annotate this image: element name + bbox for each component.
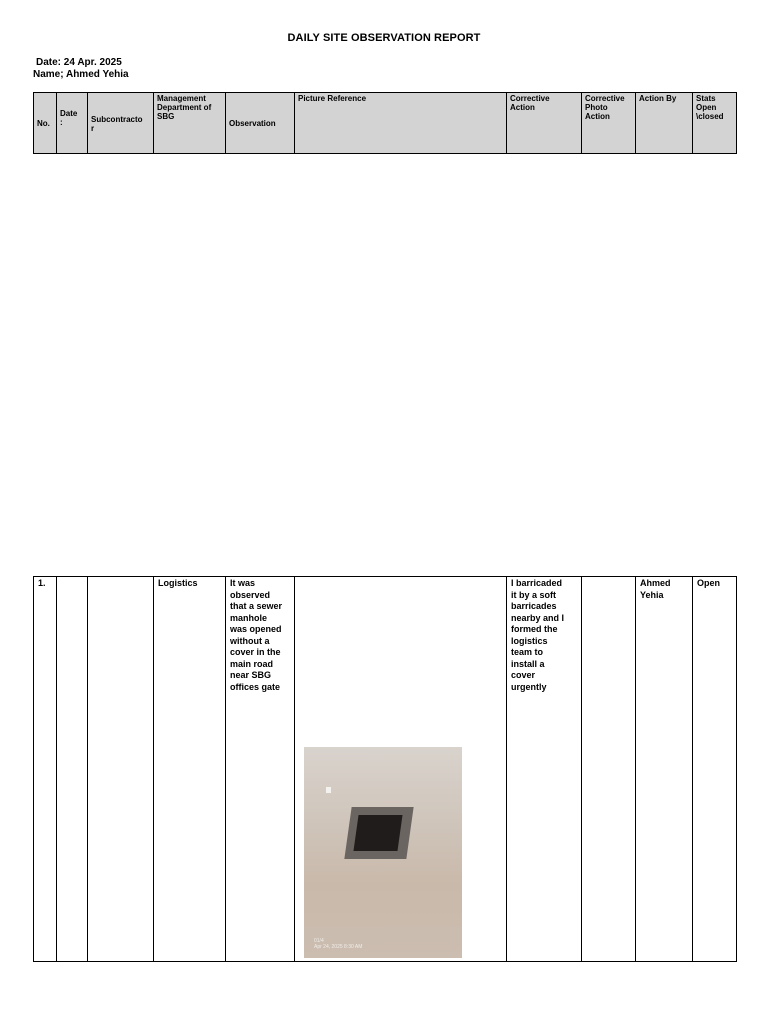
cell-subcontractor	[88, 577, 154, 962]
observation-table-header	[33, 92, 737, 154]
header-picture-reference: Picture Reference	[295, 93, 507, 154]
manhole-frame	[344, 807, 413, 859]
table-row	[34, 577, 737, 962]
cell-picture-reference	[295, 577, 507, 962]
header-no: No.	[34, 93, 57, 154]
header-corrective-photo-action: Corrective Photo Action	[582, 93, 636, 154]
cell-management-department: Logistics	[154, 577, 226, 962]
cell-corrective-action: I barricaded it by a soft barricades nearby and I formed the logistics team to install a cover urgently	[507, 577, 582, 962]
header-management-department: Management Department of SBG	[154, 93, 226, 154]
cell-date	[57, 577, 88, 962]
cell-observation: It was observed that a sewer manhole was opened without a cover in the main road near SBG offices gate	[226, 577, 295, 962]
report-date: Date: 24 Apr. 2025	[36, 57, 122, 68]
manhole-opening	[353, 815, 402, 851]
cell-no: 1.	[34, 577, 57, 962]
header-date: Date :	[57, 93, 88, 154]
header-corrective-action: Corrective Action	[507, 93, 582, 154]
manhole-photo	[304, 747, 462, 958]
header-status: Stats Open \closed	[693, 93, 737, 154]
photo-speck	[326, 787, 331, 793]
header-observation: Observation	[226, 93, 295, 154]
cell-corrective-photo-action	[582, 577, 636, 962]
photo-timestamp: 01/4 Apr 24, 2025 8:30 AM	[314, 938, 363, 950]
report-author: Name; Ahmed Yehia	[33, 69, 129, 80]
cell-action-by: Ahmed Yehia	[636, 577, 693, 962]
header-action-by: Action By	[636, 93, 693, 154]
report-title: DAILY SITE OBSERVATION REPORT	[287, 32, 481, 44]
observation-table-body	[33, 576, 737, 962]
cell-status: Open	[693, 577, 737, 962]
header-subcontractor: Subcontracto r	[88, 93, 154, 154]
